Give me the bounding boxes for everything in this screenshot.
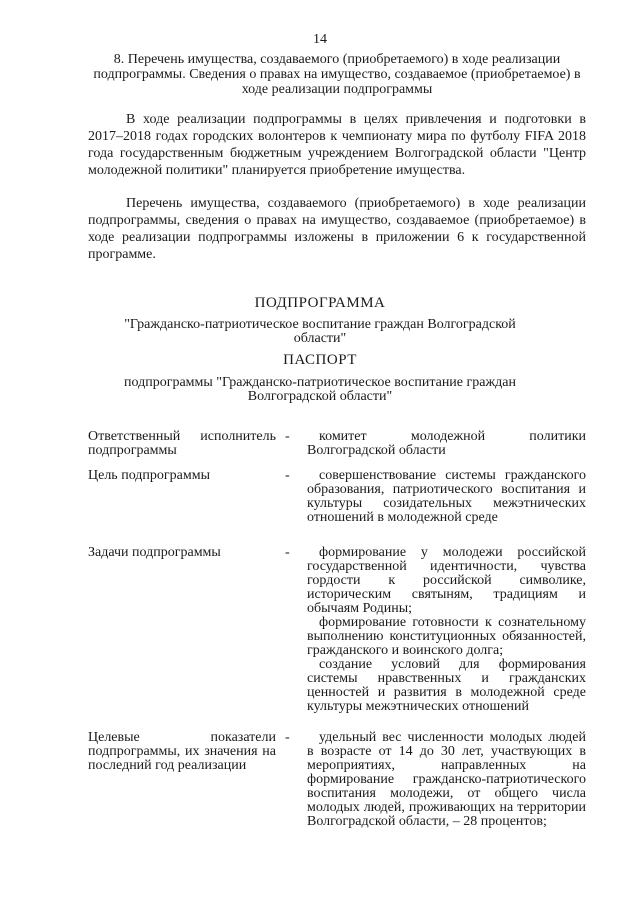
passport-subtitle: подпрограммы "Гражданско-патриотическое воспитание граждан Волгоградской области" [124,375,516,404]
passport-value-text: формирование у молодежи российской государственной идентичности, чувства гордости к российской символике, историческим святыням, традициям и обычаям Родины; [307,545,586,616]
passport-value-text: комитет молодежной политики Волгоградской области [307,429,586,458]
passport-heading: ПАСПОРТ [283,352,357,368]
subprogram-name: "Гражданско-патриотическое воспитание граждан Волгоградской области" [124,317,516,346]
passport-value-text: совершенствование системы гражданского образования, патриотического воспитания и культуры созидательных межэтнических отношений в молодежной среде [307,468,586,525]
passport-row-label: Задачи подпрограммы [88,545,221,560]
page-number: 14 [313,32,327,47]
passport-row-dash: - [285,429,290,444]
passport-row-label: Цель подпрограммы [88,468,210,483]
passport-value-text: удельный вес численности молодых людей в возрасте от 14 до 30 лет, участвующих в мероприятиях, направленных на формирование гражданско-патриотического воспитания молодежи, от общего числа молодых людей, проживающих на территории Волгоградской области, – 28 процентов; [307,730,586,829]
passport-row-value [307,430,586,458]
passport-row-value [307,546,586,714]
passport-row-dash: - [285,730,290,745]
passport-row-value [307,731,586,829]
passport-row-value [307,469,586,525]
paragraph: В ходе реализации подпрограммы в целях привлечения и подготовки в 2017–2018 годах городских волонтеров к чемпионату мира по футболу FIFA 2018 года государственным бюджетным учреждением Волгоградской области "Центр молодежной политики" планируется приобретение имущества. [88,112,586,178]
passport-value-text: формирование готовности к сознательному выполнению конституционных обязанностей, гражданского и воинского долга; [307,615,586,658]
passport-row-label: Целевые показатели подпрограммы, их значения на последний год реализации [88,730,276,773]
passport-row-dash: - [285,468,290,483]
subprogram-heading: ПОДПРОГРАММА [254,295,386,311]
section-title: 8. Перечень имущества, создаваемого (приобретаемого) в ходе реализации подпрограммы. Сведения о правах на имущество, создаваемое (приобретаемое) в ходе реализации подпрограммы [93,52,581,97]
passport-row-dash: - [285,545,290,560]
passport-value-text: создание условий для формирования системы нравственных и гражданских ценностей и развития в молодежной среде культуры межэтнических отношений [307,657,586,714]
paragraph: Перечень имущества, создаваемого (приобретаемого) в ходе реализации подпрограммы, сведения о правах на имущество, создаваемое (приобретаемое) в ходе реализации подпрограммы изложены в приложении 6 к государственной программе. [88,196,586,262]
passport-row-label: Ответственный исполнитель подпрограммы [88,429,276,458]
